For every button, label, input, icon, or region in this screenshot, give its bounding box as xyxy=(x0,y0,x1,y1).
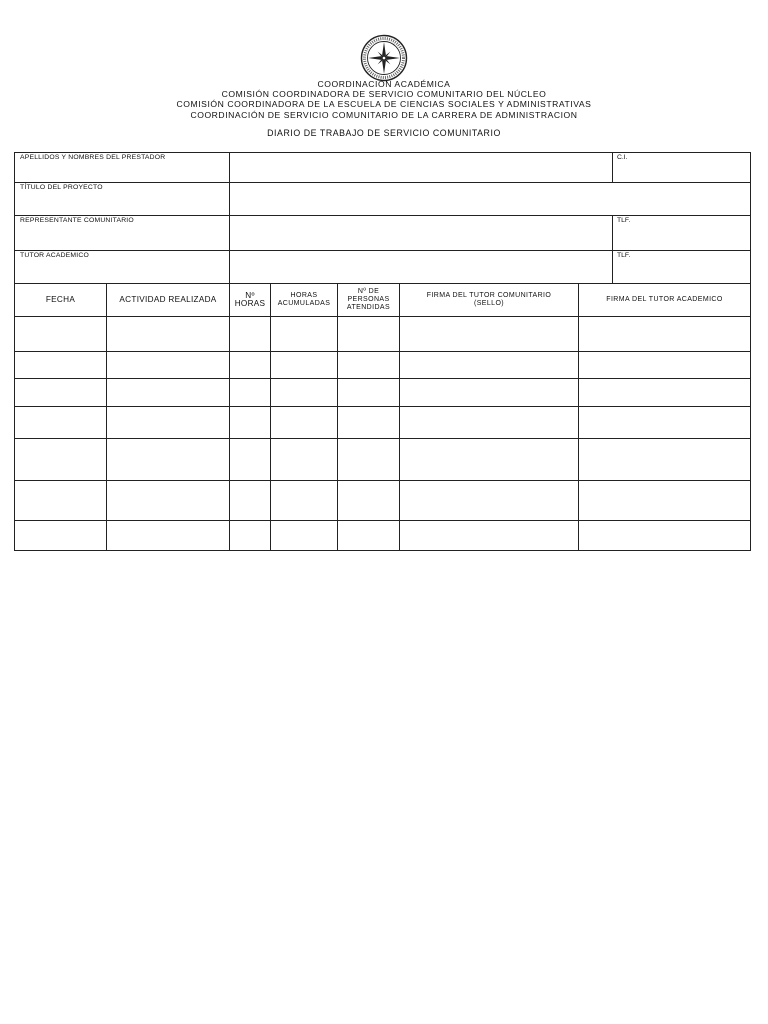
cell-horas[interactable] xyxy=(230,481,271,521)
ci-field[interactable] xyxy=(613,153,751,183)
table-row[interactable] xyxy=(15,407,751,439)
cell-firma-academico[interactable] xyxy=(579,407,751,439)
table-row[interactable] xyxy=(15,379,751,407)
prestador-row xyxy=(15,153,751,183)
cell-personas[interactable] xyxy=(338,439,400,481)
cell-fecha[interactable] xyxy=(15,439,107,481)
log-header-row xyxy=(15,284,751,317)
institution-header xyxy=(0,79,768,120)
cell-fecha[interactable] xyxy=(15,481,107,521)
cell-horas-acumuladas[interactable] xyxy=(271,317,338,352)
cell-firma-academico[interactable] xyxy=(579,521,751,551)
cell-horas-acumuladas[interactable] xyxy=(271,379,338,407)
cell-firma-comunitario[interactable] xyxy=(400,352,579,379)
table-row[interactable] xyxy=(15,481,751,521)
proyecto-field[interactable] xyxy=(230,183,751,216)
cell-personas[interactable] xyxy=(338,521,400,551)
university-seal-icon xyxy=(360,34,408,82)
cell-firma-academico[interactable] xyxy=(579,481,751,521)
cell-actividad[interactable] xyxy=(107,317,230,352)
header-line-2: COMISIÓN COORDINADORA DE SERVICIO COMUNITARIO DEL NÚCLEO xyxy=(221,89,547,100)
col-header-firma-academico: FIRMA DEL TUTOR ACADEMICO xyxy=(579,284,751,317)
cell-horas-acumuladas[interactable] xyxy=(271,352,338,379)
info-table xyxy=(14,152,751,284)
cell-firma-comunitario[interactable] xyxy=(400,379,579,407)
cell-actividad[interactable] xyxy=(107,379,230,407)
representante-row xyxy=(15,216,751,251)
cell-firma-academico[interactable] xyxy=(579,439,751,481)
header-line-3: COMISIÓN COORDINADORA DE LA ESCUELA DE CIENCIAS SOCIALES Y ADMINISTRATIVAS xyxy=(176,99,592,110)
cell-personas[interactable] xyxy=(338,407,400,439)
cell-horas[interactable] xyxy=(230,439,271,481)
table-row[interactable] xyxy=(15,317,751,352)
tutor-field[interactable] xyxy=(230,251,613,284)
prestador-label: APELLIDOS Y NOMBRES DEL PRESTADOR xyxy=(15,153,230,183)
header-line-4: COORDINACIÓN DE SERVICIO COMUNITARIO DE LA CARRERA DE ADMINISTRACION xyxy=(190,109,578,120)
cell-horas[interactable] xyxy=(230,352,271,379)
cell-personas[interactable] xyxy=(338,481,400,521)
cell-fecha[interactable] xyxy=(15,379,107,407)
cell-personas[interactable] xyxy=(338,352,400,379)
cell-firma-academico[interactable] xyxy=(579,352,751,379)
ci-label: C.I. xyxy=(617,154,628,161)
cell-actividad[interactable] xyxy=(107,439,230,481)
header-line-1: COORDINACIÓN ACADÉMICA xyxy=(317,79,451,89)
table-row[interactable] xyxy=(15,521,751,551)
cell-horas[interactable] xyxy=(230,407,271,439)
cell-firma-comunitario[interactable] xyxy=(400,481,579,521)
col-header-horas: Nº HORAS xyxy=(230,284,271,317)
cell-firma-comunitario[interactable] xyxy=(400,407,579,439)
tlf-label-1: TLF. xyxy=(617,217,631,224)
table-row[interactable] xyxy=(15,352,751,379)
cell-personas[interactable] xyxy=(338,317,400,352)
cell-fecha[interactable] xyxy=(15,352,107,379)
tlf-field-2[interactable] xyxy=(613,251,751,284)
cell-firma-comunitario[interactable] xyxy=(400,317,579,352)
proyecto-row xyxy=(15,183,751,216)
tlf-field-1[interactable] xyxy=(613,216,751,251)
cell-firma-academico[interactable] xyxy=(579,379,751,407)
col-header-horas-acumuladas: HORAS ACUMULADAS xyxy=(271,284,338,317)
cell-horas-acumuladas[interactable] xyxy=(271,521,338,551)
cell-firma-academico[interactable] xyxy=(579,317,751,352)
cell-personas[interactable] xyxy=(338,379,400,407)
document-title: DIARIO DE TRABAJO DE SERVICIO COMUNITARIO xyxy=(267,128,501,138)
representante-label: REPRESENTANTE COMUNITARIO xyxy=(15,216,230,251)
representante-field[interactable] xyxy=(230,216,613,251)
cell-actividad[interactable] xyxy=(107,481,230,521)
table-row[interactable] xyxy=(15,439,751,481)
tutor-row xyxy=(15,251,751,284)
tutor-label: TUTOR ACADEMICO xyxy=(15,251,230,284)
cell-fecha[interactable] xyxy=(15,317,107,352)
cell-actividad[interactable] xyxy=(107,352,230,379)
col-header-actividad: ACTIVIDAD REALIZADA xyxy=(107,284,230,317)
prestador-field[interactable] xyxy=(230,153,613,183)
cell-fecha[interactable] xyxy=(15,521,107,551)
col-header-personas: Nº DE PERSONAS ATENDIDAS xyxy=(338,284,400,317)
cell-firma-comunitario[interactable] xyxy=(400,521,579,551)
cell-firma-comunitario[interactable] xyxy=(400,439,579,481)
cell-fecha[interactable] xyxy=(15,407,107,439)
tlf-label-2: TLF. xyxy=(617,252,631,259)
cell-actividad[interactable] xyxy=(107,407,230,439)
cell-horas-acumuladas[interactable] xyxy=(271,481,338,521)
proyecto-label: TÍTULO DEL PROYECTO xyxy=(15,183,230,216)
cell-horas-acumuladas[interactable] xyxy=(271,439,338,481)
cell-horas-acumuladas[interactable] xyxy=(271,407,338,439)
col-header-firma-comunitario: FIRMA DEL TUTOR COMUNITARIO (SELLO) xyxy=(400,284,579,317)
cell-horas[interactable] xyxy=(230,521,271,551)
cell-horas[interactable] xyxy=(230,317,271,352)
cell-horas[interactable] xyxy=(230,379,271,407)
cell-actividad[interactable] xyxy=(107,521,230,551)
activity-log-table xyxy=(14,283,751,551)
col-header-fecha: FECHA xyxy=(15,284,107,317)
